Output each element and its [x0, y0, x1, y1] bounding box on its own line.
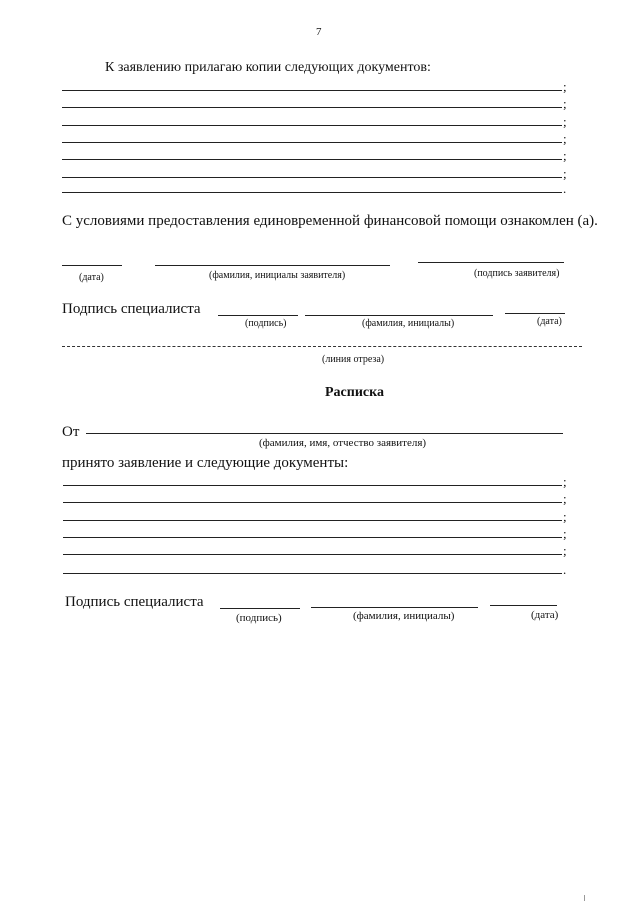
attachment-line-7-end: .	[563, 181, 567, 196]
attachment-line-1[interactable]	[62, 90, 562, 91]
receipt-specialist-date-line[interactable]	[490, 605, 557, 606]
attachments-heading: К заявлению прилагаю копии следующих документов:	[105, 60, 431, 75]
specialist-date-line[interactable]	[505, 313, 565, 314]
receipt-doc-line-4[interactable]	[63, 537, 562, 538]
specialist-signature-caption: (подпись)	[245, 318, 287, 329]
attachment-line-6-end: ;	[563, 166, 567, 181]
consent-name-line[interactable]	[155, 265, 390, 266]
receipt-specialist-name-line[interactable]	[311, 607, 478, 608]
attachment-line-3[interactable]	[62, 125, 562, 126]
attachment-line-1-end: ;	[563, 79, 567, 94]
attachment-line-2-end: ;	[563, 96, 567, 111]
consent-signature-caption: (подпись заявителя)	[474, 268, 560, 279]
page-number: 7	[316, 26, 322, 38]
receipt-from-label: От	[62, 424, 80, 440]
cut-line-caption: (линия отреза)	[322, 354, 385, 365]
receipt-specialist-signature-label: Подпись специалиста	[65, 594, 204, 610]
receipt-doc-line-6[interactable]	[63, 573, 562, 574]
attachment-line-7[interactable]	[62, 192, 562, 193]
attachment-line-3-end: ;	[563, 114, 567, 129]
specialist-name-line[interactable]	[305, 315, 493, 316]
consent-signature-line[interactable]	[418, 262, 564, 263]
receipt-doc-line-1-end: ;	[563, 474, 567, 489]
consent-name-caption: (фамилия, инициалы заявителя)	[209, 270, 346, 281]
attachment-line-2[interactable]	[62, 107, 562, 108]
receipt-doc-line-2[interactable]	[63, 502, 562, 503]
receipt-doc-line-5-end: ;	[563, 543, 567, 558]
attachment-line-4-end: ;	[563, 131, 567, 146]
receipt-doc-line-3-end: ;	[563, 509, 567, 524]
specialist-signature-label: Подпись специалиста	[62, 301, 201, 317]
attachment-line-6[interactable]	[62, 177, 562, 178]
receipt-from-line[interactable]	[86, 433, 563, 434]
receipt-specialist-signature-line[interactable]	[220, 608, 300, 609]
receipt-specialist-signature-caption: (подпись)	[236, 612, 282, 624]
receipt-doc-line-4-end: ;	[563, 526, 567, 541]
specialist-signature-line[interactable]	[218, 315, 298, 316]
receipt-specialist-date-caption: (дата)	[531, 609, 559, 621]
consent-date-caption: (дата)	[79, 272, 104, 283]
attachment-line-5-end: ;	[563, 148, 567, 163]
receipt-specialist-name-caption: (фамилия, инициалы)	[353, 610, 455, 622]
specialist-date-caption: (дата)	[537, 316, 562, 327]
consent-text: С условиями предоставления единовременной финансовой помощи ознакомлен (а).	[62, 213, 598, 229]
attachment-line-5[interactable]	[62, 159, 562, 160]
cut-line	[62, 346, 582, 347]
attachment-line-4[interactable]	[62, 142, 562, 143]
specialist-name-caption: (фамилия, инициалы)	[362, 318, 455, 329]
receipt-doc-line-6-end: .	[563, 562, 567, 577]
receipt-doc-line-5[interactable]	[63, 554, 562, 555]
receipt-doc-line-1[interactable]	[63, 485, 562, 486]
receipt-accepted-text: принято заявление и следующие документы:	[62, 455, 349, 471]
receipt-doc-line-3[interactable]	[63, 520, 562, 521]
receipt-doc-line-2-end: ;	[563, 491, 567, 506]
receipt-title: Расписка	[325, 385, 384, 400]
consent-date-line[interactable]	[62, 265, 122, 266]
scan-mark	[584, 895, 585, 901]
receipt-from-caption: (фамилия, имя, отчество заявителя)	[259, 437, 427, 449]
